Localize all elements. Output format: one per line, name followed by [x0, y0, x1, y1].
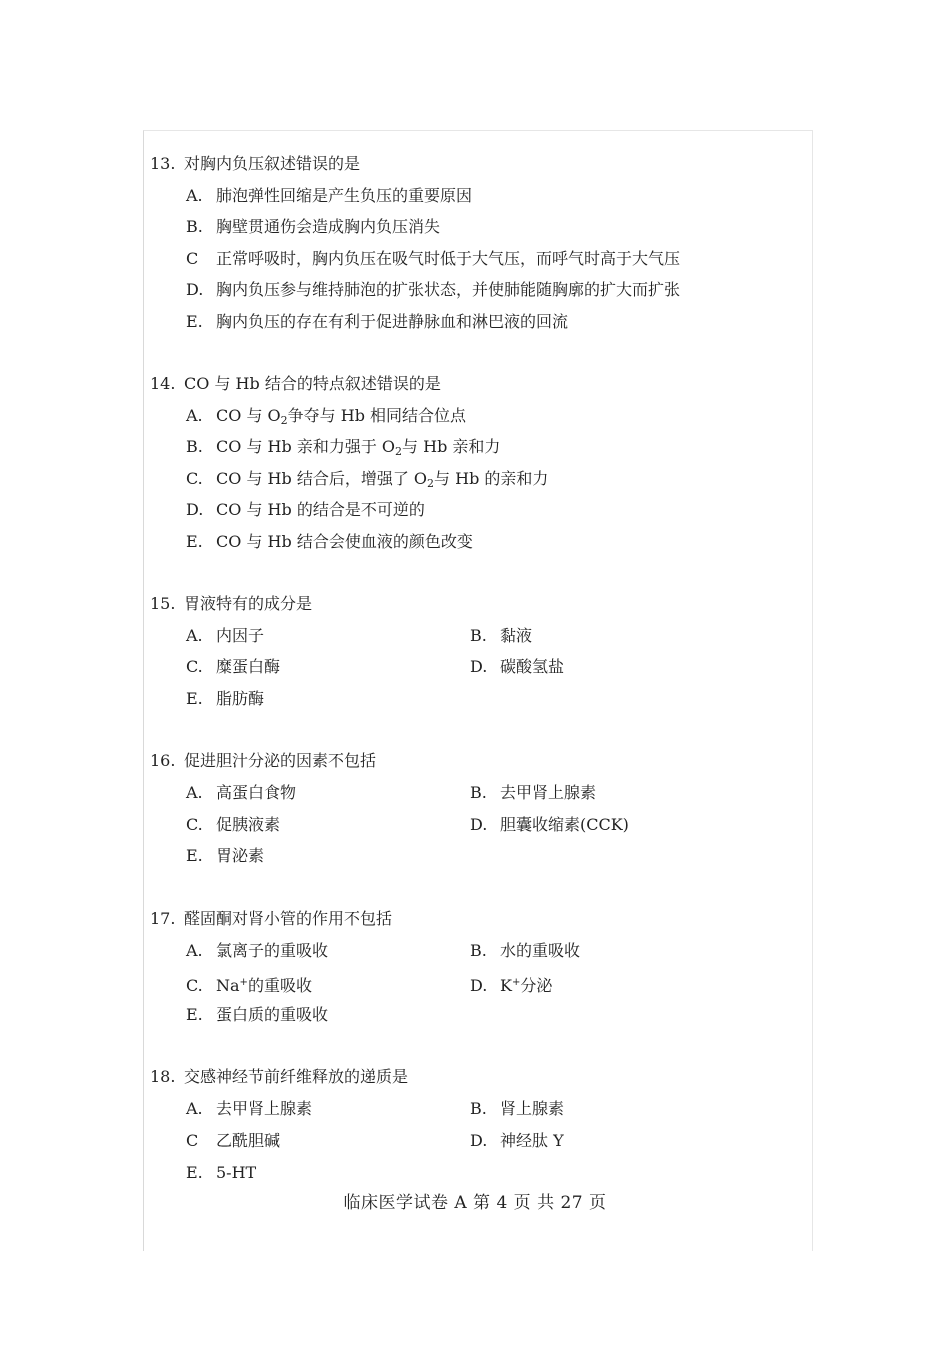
question-stem: 14. CO 与 Hb 结合的特点叙述错误的是 [150, 374, 441, 393]
option: D. 胸内负压参与维持肺泡的扩张状态，并使肺能随胸廓的扩大而扩张 [186, 280, 681, 299]
option: B. 去甲肾上腺素 [470, 783, 597, 802]
option: B. 肾上腺素 [470, 1099, 565, 1118]
option: A. 内因子 [186, 626, 265, 645]
question-stem: 18. 交感神经节前纤维释放的递质是 [150, 1067, 409, 1086]
question-stem: 15. 胃液特有的成分是 [150, 594, 313, 613]
question-14 [150, 374, 790, 394]
question-stem: 13. 对胸内负压叙述错误的是 [150, 154, 361, 173]
option: A. CO 与 $O_2$争夺与 Hb 相同结合位点 [186, 406, 467, 427]
option: C. Na+的重吸收 [186, 976, 312, 995]
option: B. 水的重吸收 [470, 941, 581, 960]
option: C. 促胰液素 [186, 815, 281, 834]
option: A. 肺泡弹性回缩是产生负压的重要原因 [186, 186, 473, 205]
question-13 [150, 154, 790, 174]
option: D. CO 与 Hb 的结合是不可逆的 [186, 500, 425, 519]
option: B. 胸壁贯通伤会造成胸内负压消失 [186, 217, 441, 236]
option: D. 神经肽 Y [470, 1131, 564, 1150]
option: D. K+分泌 [470, 976, 553, 995]
question-17 [150, 909, 790, 929]
question-stem: 16. 促进胆汁分泌的因素不包括 [150, 751, 377, 770]
option: A. 去甲肾上腺素 [186, 1099, 313, 1118]
option: A. 氯离子的重吸收 [186, 941, 329, 960]
option: C 正常呼吸时，胸内负压在吸气时低于大气压，而呼气时高于大气压 [186, 249, 681, 268]
option: E. 5-HT [186, 1163, 257, 1182]
option: D. 碳酸氢盐 [470, 657, 565, 676]
option: E. 脂肪酶 [186, 689, 265, 708]
question-stem: 17. 醛固酮对肾小管的作用不包括 [150, 909, 393, 928]
question-15 [150, 594, 790, 614]
option: D. 胆囊收缩素(CCK) [470, 815, 629, 834]
option: E. CO 与 Hb 结合会使血液的颜色改变 [186, 532, 473, 551]
option: E. 胃泌素 [186, 846, 265, 865]
option: B. 黏液 [470, 626, 533, 645]
option: C. CO 与 Hb 结合后，增强了 $O_2$与 Hb 的亲和力 [186, 469, 549, 490]
question-16 [150, 751, 790, 771]
page-footer: 临床医学试卷 A 第 4 页 共 27 页 [343, 1193, 607, 1213]
option: B. CO 与 Hb 亲和力强于 $O_2$与 Hb 亲和力 [186, 437, 501, 458]
option: E. 蛋白质的重吸收 [186, 1005, 329, 1024]
question-18 [150, 1067, 790, 1087]
option: E. 胸内负压的存在有利于促进静脉血和淋巴液的回流 [186, 312, 569, 331]
option: C 乙酰胆碱 [186, 1131, 281, 1150]
option: A. 高蛋白食物 [186, 783, 297, 802]
option: C. 糜蛋白酶 [186, 657, 281, 676]
